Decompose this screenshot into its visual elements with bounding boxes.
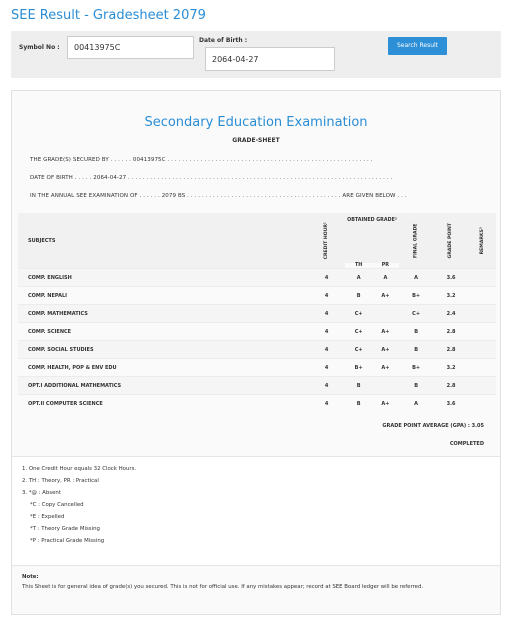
theory-grade: C+ — [345, 305, 372, 323]
note-item: 2. TH : Theory, PR : Practical — [22, 478, 99, 484]
remarks — [469, 341, 496, 359]
final-grade: A — [399, 269, 434, 287]
grade-point: 2.8 — [433, 377, 468, 395]
grade-point: 2.8 — [433, 341, 468, 359]
theory-grade: C+ — [345, 341, 372, 359]
note-item: *C : Copy Cancelled — [30, 502, 84, 508]
credit-hour: 4 — [308, 323, 345, 341]
col-grade-point — [433, 213, 468, 269]
theory-grade: B — [345, 377, 372, 395]
col-th: TH — [355, 263, 363, 268]
search-form — [11, 31, 501, 78]
grade-point: 3.2 — [433, 359, 468, 377]
dob-input[interactable]: 2064-04-27 — [205, 47, 335, 71]
practical-grade: A+ — [372, 359, 399, 377]
col-obtained-grade: OBTAINED GRADE² — [347, 218, 397, 223]
gradesheet-title: GRADE-SHEET — [232, 137, 280, 144]
subject-name: COMP. SCIENCE — [18, 323, 308, 341]
final-grade: B+ — [399, 359, 434, 377]
subject-name: COMP. NEPALI — [18, 287, 308, 305]
note-item: 1. One Credit Hour equals 32 Clock Hours. — [22, 466, 137, 472]
final-grade: B — [399, 377, 434, 395]
disclaimer — [12, 568, 500, 596]
date-of-birth-line: DATE OF BIRTH . . . . . 2064-04-27 . . . . . . . . . . . . . . . . . . . . . . . . . . . . . . . . . . . . . . . . . . . . . . . . . . . . . . . . . . . . . . . . . . . . . . . . — [30, 175, 393, 181]
final-grade: B — [399, 323, 434, 341]
grade-point: 3.2 — [433, 287, 468, 305]
remarks — [469, 323, 496, 341]
table-row — [18, 377, 496, 395]
practical-grade: A+ — [372, 341, 399, 359]
col-final-grade — [399, 213, 434, 269]
final-grade: B — [399, 341, 434, 359]
practical-grade: A+ — [372, 395, 399, 413]
final-grade: A — [399, 395, 434, 413]
grade-point: 2.4 — [433, 305, 468, 323]
remarks — [469, 377, 496, 395]
remarks — [469, 359, 496, 377]
final-grade: B+ — [399, 287, 434, 305]
theory-grade: A — [345, 269, 372, 287]
col-credit-hour — [308, 213, 345, 269]
col-final-grade-label: FINAL GRADE — [413, 223, 419, 258]
subject-name: COMP. ENGLISH — [18, 269, 308, 287]
remarks — [469, 269, 496, 287]
subject-name: COMP. SOCIAL STUDIES — [18, 341, 308, 359]
theory-grade: B+ — [345, 359, 372, 377]
credit-hour: 4 — [308, 377, 345, 395]
credit-hour: 4 — [308, 287, 345, 305]
disclaimer-text: This Sheet is for general idea of grade(s) you secured. This is not for official use. If any mistakes appear; record at SEE Board ledger will be referred. — [22, 584, 424, 590]
subject-name: OPT.I ADDITIONAL MATHEMATICS — [18, 377, 308, 395]
symbol-label: Symbol No : — [19, 44, 60, 51]
col-remarks — [469, 213, 496, 269]
search-result-button[interactable]: Search Result — [388, 37, 447, 55]
exam-title: Secondary Education Examination — [144, 115, 368, 130]
practical-grade — [372, 377, 399, 395]
subject-name: COMP. MATHEMATICS — [18, 305, 308, 323]
practical-grade: A+ — [372, 323, 399, 341]
result-status: COMPLETED — [449, 441, 484, 447]
gpa-line: GRADE POINT AVERAGE (GPA) : 3.05 — [382, 423, 484, 429]
practical-grade: A — [372, 269, 399, 287]
legend-notes — [12, 456, 500, 566]
practical-grade — [372, 305, 399, 323]
table-row — [18, 287, 496, 305]
grades-table — [18, 213, 496, 413]
subject-name: OPT.II COMPUTER SCIENCE — [18, 395, 308, 413]
symbol-input[interactable]: 00413975C — [67, 36, 194, 59]
note-item: *T : Theory Grade Missing — [30, 526, 100, 532]
col-grade-point-label: GRADE POINT — [448, 222, 454, 259]
theory-grade: C+ — [345, 323, 372, 341]
disclaimer-label: Note: — [22, 574, 39, 580]
table-row — [18, 305, 496, 323]
table-row — [18, 269, 496, 287]
table-row — [18, 323, 496, 341]
final-grade: C+ — [399, 305, 434, 323]
remarks — [469, 305, 496, 323]
subject-name: COMP. HEALTH, POP & ENV EDU — [18, 359, 308, 377]
credit-hour: 4 — [308, 341, 345, 359]
col-pr: PR — [381, 263, 389, 268]
grade-point: 3.6 — [433, 395, 468, 413]
note-item: 3. *@ : Absent — [22, 490, 61, 496]
remarks — [469, 395, 496, 413]
theory-grade: B — [345, 395, 372, 413]
credit-hour: 4 — [308, 359, 345, 377]
grade-point: 3.6 — [433, 269, 468, 287]
grade-point: 2.8 — [433, 323, 468, 341]
gradesheet-header — [12, 91, 500, 211]
col-credit-hour-label: CREDIT HOUR¹ — [323, 221, 329, 260]
exam-year-line: IN THE ANNUAL SEE EXAMINATION OF . . . . . . 2079 BS . . . . . . . . . . . . . . . . . . . . . . . . . . . . . . . . . . . . . . . . . . ARE GIVEN BELOW . . . — [30, 193, 407, 199]
credit-hour: 4 — [308, 269, 345, 287]
table-row — [18, 341, 496, 359]
gradesheet — [11, 90, 501, 615]
table-row — [18, 395, 496, 413]
practical-grade: A+ — [372, 287, 399, 305]
credit-hour: 4 — [308, 305, 345, 323]
page-title: SEE Result - Gradesheet 2079 — [11, 8, 206, 23]
table-row — [18, 359, 496, 377]
credit-hour: 4 — [308, 395, 345, 413]
note-item: *P : Practical Grade Missing — [30, 538, 105, 544]
dob-label: Date of Birth : — [199, 37, 248, 44]
col-subjects: SUBJECTS — [28, 237, 56, 244]
table-header-row — [18, 213, 496, 263]
secured-by-line: THE GRADE(S) SECURED BY . . . . . . 00413975C . . . . . . . . . . . . . . . . . . . . . . . . . . . . . . . . . . . . . . . . . . . . . . . . . . . . . . . . — [30, 157, 373, 163]
remarks — [469, 287, 496, 305]
note-item: *E : Expelled — [30, 514, 65, 520]
col-remarks-label: REMARKS³ — [479, 226, 485, 255]
theory-grade: B — [345, 287, 372, 305]
